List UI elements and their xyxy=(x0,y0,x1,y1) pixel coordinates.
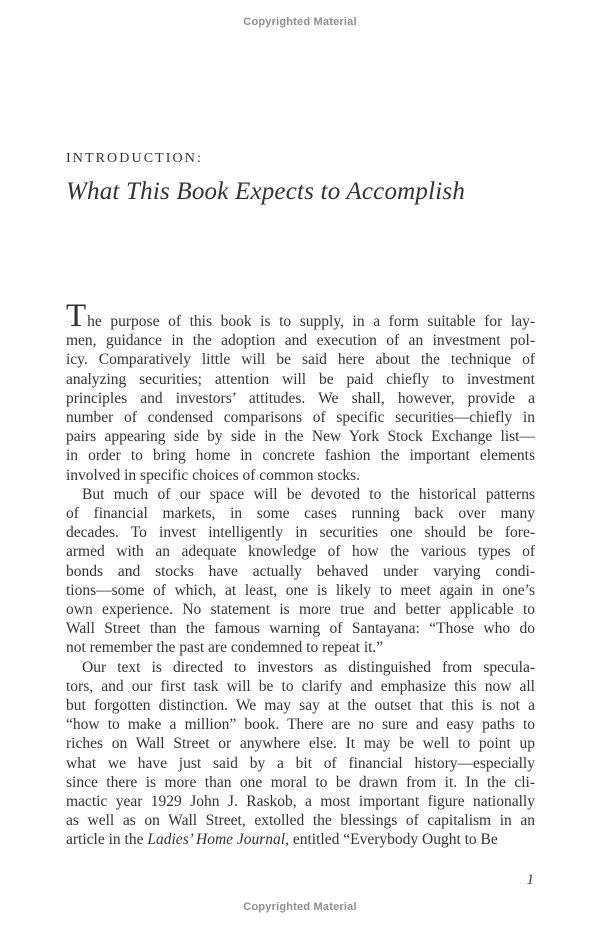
text-line: in order to bring home in concrete fashion the important elements xyxy=(66,447,535,465)
initial-capital: T xyxy=(66,298,87,334)
text-line: since there is more than one moral to be drawn from it. In the cli- xyxy=(66,773,535,791)
body-text xyxy=(66,298,535,850)
page-title: What This Book Expects to Accomplish xyxy=(66,178,466,205)
copyright-notice-bottom: Copyrighted Material xyxy=(243,901,357,913)
text-line: article in the Ladies’ Home Journal, entitled “Everybody Ought to Be xyxy=(66,831,498,849)
text-line: riches on Wall Street or anywhere else. It may be well to point up xyxy=(66,735,535,753)
page-number: 1 xyxy=(526,872,534,888)
text-line: involved in specific choices of common stocks. xyxy=(66,466,361,484)
text-line: what we have just said by a bit of financial history—especially xyxy=(66,754,535,772)
text-line: pairs appearing side by side in the New York Stock Exchange list— xyxy=(66,428,535,446)
text-line: bonds and stocks have actually behaved under varying condi- xyxy=(66,562,535,580)
text-line: but forgotten distinction. We may say at the outset that this is not a xyxy=(66,697,535,715)
text-line: principles and investors’ attitudes. We shall, however, provide a xyxy=(66,389,535,407)
text-line: The purpose of this book is to supply, in a form suitable for lay- xyxy=(66,298,535,334)
intro-kicker: INTRODUCTION: xyxy=(66,151,203,166)
text-line: own experience. No statement is more true and better applicable to xyxy=(66,601,535,619)
text-line: number of condensed comparisons of specific securities—chiefly in xyxy=(66,409,535,427)
text-line: not remember the past are condemned to repeat it.” xyxy=(66,639,384,657)
copyright-notice-top: Copyrighted Material xyxy=(243,16,357,28)
text-line: tions—some of which, at least, one is likely to meet again in one’s xyxy=(66,581,535,599)
text-line: But much of our space will be devoted to the historical patterns xyxy=(82,485,535,503)
text-line: Our text is directed to investors as distinguished from specula- xyxy=(82,658,535,676)
text-line: tors, and our first task will be to clarify and emphasize this now all xyxy=(66,677,535,695)
text-line: of financial markets, in some cases running back over many xyxy=(66,505,535,523)
text-line: decades. To invest intelligently in securities one should be fore- xyxy=(66,524,535,542)
paragraph xyxy=(66,485,535,658)
text-line: as well as on Wall Street, extolled the blessings of capitalism in an xyxy=(66,812,535,830)
text-line: icy. Comparatively little will be said here about the technique of xyxy=(66,351,535,369)
paragraph xyxy=(66,298,535,485)
text-line: analyzing securities; attention will be paid chiefly to investment xyxy=(66,370,535,388)
text-line: men, guidance in the adoption and execution of an investment pol- xyxy=(66,332,535,350)
text-line: mactic year 1929 John J. Raskob, a most important figure nationally xyxy=(66,793,535,811)
text-line: Wall Street than the famous warning of Santayana: “Those who do xyxy=(66,620,535,638)
text-line: armed with an adequate knowledge of how the various types of xyxy=(66,543,535,561)
text-line: “how to make a million” book. There are no sure and easy paths to xyxy=(66,716,535,734)
paragraph xyxy=(66,658,535,850)
